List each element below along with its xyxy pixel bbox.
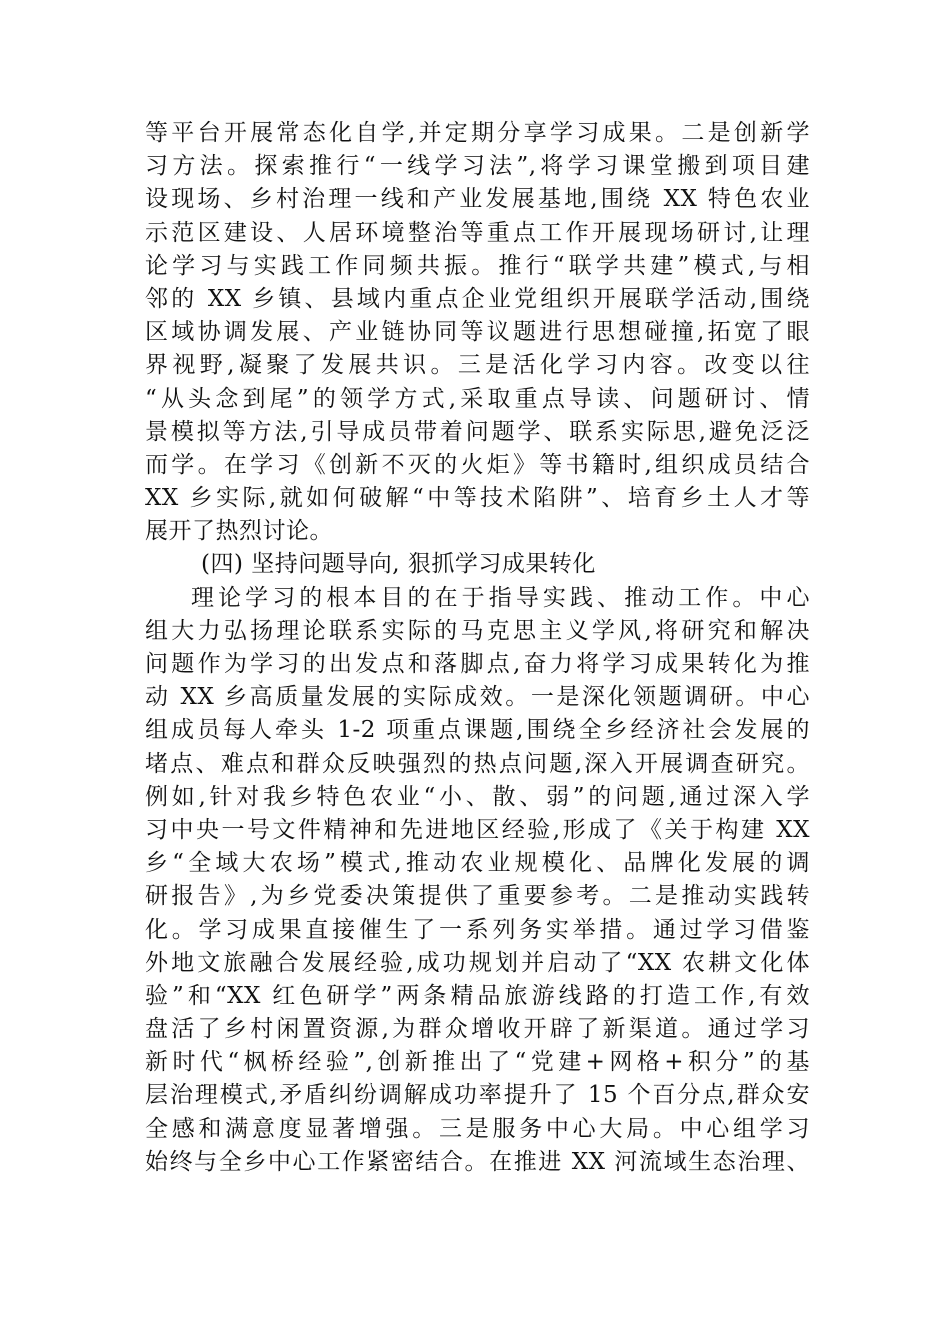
text-line: 外地文旅融合发展经验,成功规划并启动了“XX 农耕文化体	[145, 949, 810, 976]
text-line: 新时代“枫桥经验”,创新推出了“党建+网格+积分”的基	[145, 1049, 810, 1076]
text-line: 邻的 XX 乡镇、县域内重点企业党组织开展联学活动,围绕	[145, 285, 810, 312]
text-line: 盘活了乡村闲置资源,为群众增收开辟了新渠道。通过学习	[145, 1016, 810, 1043]
paragraph-results-transformation	[145, 582, 810, 1179]
text-line: 等平台开展常态化自学,并定期分享学习成果。二是创新学	[145, 120, 810, 146]
text-line: 习中央一号文件精神和先进地区经验,形成了《关于构建 XX	[145, 816, 810, 843]
text-line: 问题作为学习的出发点和落脚点,奋力将学习成果转化为推	[145, 651, 810, 677]
text-line: XX 乡实际,就如何破解“中等技术陷阱”、培育乡土人才等	[145, 485, 810, 512]
text-line: 动 XX 乡高质量发展的实际成效。一是深化领题调研。中心	[145, 684, 810, 711]
text-line: 层治理模式,矛盾纠纷调解成功率提升了 15 个百分点,群众安	[145, 1082, 810, 1109]
text-line: 全感和满意度显著增强。三是服务中心大局。中心组学习	[145, 1115, 810, 1142]
text-line: 展开了热烈讨论。	[145, 518, 333, 545]
text-line: 组成员每人牵头 1-2 项重点课题,围绕全乡经济社会发展的	[145, 717, 810, 744]
text-line: 研报告》,为乡党委决策提供了重要参考。二是推动实践转	[145, 883, 810, 910]
text-line: 验”和“XX 红色研学”两条精品旅游线路的打造工作,有效	[145, 982, 810, 1009]
document-body	[145, 117, 810, 1179]
text-line: 堵点、难点和群众反映强烈的热点问题,深入开展调查研究。	[145, 750, 810, 777]
text-line: 例如,针对我乡特色农业“小、散、弱”的问题,通过深入学	[145, 783, 810, 810]
text-line: 始终与全乡中心工作紧密结合。在推进 XX 河流域生态治理、	[145, 1148, 810, 1175]
text-line: 论学习与实践工作同频共振。推行“联学共建”模式,与相	[145, 252, 810, 279]
text-line: 组大力弘扬理论联系实际的马克思主义学风,将研究和解决	[145, 617, 810, 644]
paragraph-learning-methods	[145, 117, 810, 548]
text-line: “从头念到尾”的领学方式,采取重点导读、问题研讨、情	[145, 385, 810, 412]
text-line: 习方法。探索推行“一线学习法”,将学习课堂搬到项目建	[145, 153, 810, 180]
text-line: 区域协调发展、产业链协同等议题进行思想碰撞,拓宽了眼	[145, 319, 810, 346]
text-line: 理论学习的根本目的在于指导实践、推动工作。中心	[191, 584, 810, 611]
text-line: 界视野,凝聚了发展共识。三是活化学习内容。改变以往	[145, 352, 810, 379]
text-line: 示范区建设、人居环境整治等重点工作开展现场研讨,让理	[145, 219, 810, 246]
section-heading	[145, 548, 810, 581]
text-line: 化。学习成果直接催生了一系列务实举措。通过学习借鉴	[145, 916, 810, 943]
text-line: 而学。在学习《创新不灭的火炬》等书籍时,组织成员结合	[145, 451, 810, 478]
heading-text: (四) 坚持问题导向, 狠抓学习成果转化	[201, 551, 596, 578]
text-line: 乡“全域大农场”模式,推动农业规模化、品牌化发展的调	[145, 850, 810, 877]
text-line: 设现场、乡村治理一线和产业发展基地,围绕 XX 特色农业	[145, 186, 810, 213]
text-line: 景模拟等方法,引导成员带着问题学、联系实际思,避免泛泛	[145, 418, 810, 445]
